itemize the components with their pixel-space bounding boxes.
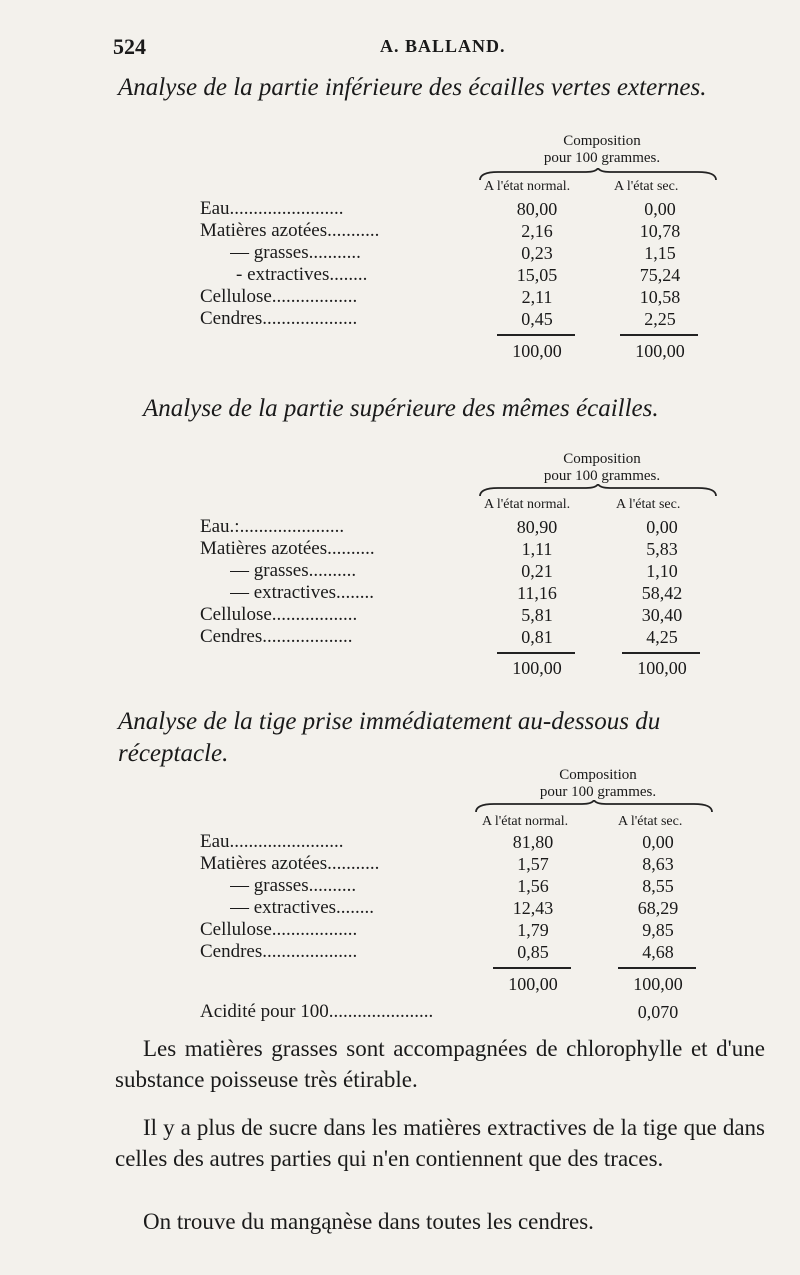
table-3-normal-value: 1,57 (517, 854, 549, 874)
composition-sublabel: pour 100 grammes. (543, 468, 661, 484)
table-3-col-normal: A l'état normal. (482, 814, 569, 829)
table-3-sec-value: 68,29 (637, 898, 679, 918)
table-3-normal-value: 1,56 (517, 876, 549, 896)
table-1-sec-value: 1,15 (644, 243, 676, 263)
composition-label: Composition (559, 767, 637, 783)
paragraph: On trouve du mangąnèse dans toutes les cendres. (143, 1209, 594, 1234)
table-3-normal-value: 0,85 (517, 942, 549, 962)
table-1-row-label: Matières azotées........... (200, 220, 380, 241)
table-2-total-rule (497, 652, 575, 654)
table-1-normal-value: 2,16 (521, 221, 553, 241)
table-1-composition-header (487, 133, 717, 167)
table-2-title: Analyse de la partie supérieure des mêmes écailles. (143, 395, 659, 422)
table-1-row-label: Cellulose.................. (200, 286, 358, 307)
table-3-total-rule (618, 967, 696, 969)
table-1-row-label: - extractives........ (236, 264, 368, 285)
table-1-row-label: Cendres.................... (200, 308, 358, 329)
table-3-sec-value: 8,63 (642, 854, 674, 874)
paragraph: Les matières grasses sont accompagnées de chlorophylle et d'une substance poisseuse très étirable. (115, 1036, 765, 1092)
table-2-row-label: — extractives........ (230, 582, 375, 603)
acidity-value: 0,070 (637, 1002, 679, 1022)
table-2-total-rule (622, 652, 700, 654)
table-2-sec-value: 5,83 (646, 539, 678, 559)
table-3-col-sec: A l'état sec. (618, 814, 683, 829)
table-2-normal-value: 1,11 (521, 539, 553, 559)
composition-label: Composition (563, 451, 641, 467)
table-2-row-label: — grasses.......... (230, 560, 357, 581)
table-2-sec-value: 4,25 (646, 627, 678, 647)
table-2-col-normal: A l'état normal. (484, 497, 571, 512)
table-1-row-label: — grasses........... (230, 242, 361, 263)
table-1-normal-value: 0,23 (521, 243, 553, 263)
table-3-sec-value: 0,00 (642, 832, 674, 852)
table-1-sec-value: 10,78 (639, 221, 681, 241)
table-1-normal-value: 15,05 (516, 265, 558, 285)
running-header-author: A. BALLAND. (380, 36, 506, 56)
table-1-row-label: Eau........................ (200, 198, 344, 219)
table-2-row-label: Eau.:...................... (200, 516, 345, 537)
table-2-col-sec: A l'état sec. (616, 497, 681, 512)
table-2-normal-value: 0,81 (521, 627, 553, 647)
paragraph: Il y a plus de sucre dans les matières extractives de la tige que dans celles des autres parties qui n'en contiennent que des traces. (115, 1115, 765, 1171)
table-2-sec-value: 1,10 (646, 561, 678, 581)
table-1-col-normal: A l'état normal. (484, 179, 571, 194)
table-3-total-normal: 100,00 (508, 974, 558, 994)
table-2-normal-value: 5,81 (521, 605, 553, 625)
table-3-normal-value: 81,80 (512, 832, 554, 852)
table-2-normal-value: 80,90 (516, 517, 558, 537)
table-2-row-label: Cellulose.................. (200, 604, 358, 625)
table-3-normal-value: 1,79 (517, 920, 549, 940)
table-1-total-normal: 100,00 (512, 341, 562, 361)
table-1-total-rule (497, 334, 575, 336)
table-3-total-sec: 100,00 (633, 974, 683, 994)
table-3-sec-value: 4,68 (642, 942, 674, 962)
table-2-composition-header (487, 451, 717, 485)
table-2-sec-value: 30,40 (641, 605, 683, 625)
table-1-title: Analyse de la partie inférieure des écailles vertes externes. (118, 74, 707, 101)
composition-sublabel: pour 100 grammes. (539, 784, 657, 800)
table-3-composition-header (483, 767, 713, 801)
table-2-normal-value: 0,21 (521, 561, 553, 581)
table-2-total-sec: 100,00 (637, 658, 687, 678)
page-number: 524 (113, 34, 146, 59)
table-3-brace (474, 800, 714, 814)
table-3-sec-value: 8,55 (642, 876, 674, 896)
table-1-col-sec: A l'état sec. (614, 179, 679, 194)
table-3-title: Analyse de la tige prise immédiatement au-dessous du réceptacle. (118, 708, 661, 767)
table-1-normal-value: 80,00 (516, 199, 558, 219)
table-3-sec-value: 9,85 (642, 920, 674, 940)
table-2-sec-value: 0,00 (646, 517, 678, 537)
table-2-sec-value: 58,42 (641, 583, 683, 603)
table-1-total-rule (620, 334, 698, 336)
table-3-row-label: — extractives........ (230, 897, 375, 918)
table-2-row-label: Matières azotées.......... (200, 538, 375, 559)
composition-label: Composition (563, 133, 641, 149)
table-3-row-label: Cendres.................... (200, 941, 358, 962)
table-3-row-label: — grasses.......... (230, 875, 357, 896)
table-3-row-label: Cellulose.................. (200, 919, 358, 940)
table-1-normal-value: 2,11 (521, 287, 553, 307)
table-1-normal-value: 0,45 (521, 309, 553, 329)
table-3-row-label: Matières azotées........... (200, 853, 380, 874)
composition-sublabel: pour 100 grammes. (543, 150, 661, 166)
table-2-normal-value: 11,16 (517, 583, 557, 603)
table-1-sec-value: 2,25 (644, 309, 676, 329)
table-3-total-rule (493, 967, 571, 969)
table-2-total-normal: 100,00 (512, 658, 562, 678)
table-1-total-sec: 100,00 (635, 341, 685, 361)
table-1-sec-value: 75,24 (639, 265, 681, 285)
table-3-normal-value: 12,43 (512, 898, 554, 918)
table-1-sec-value: 10,58 (639, 287, 681, 307)
table-2-brace (478, 484, 718, 498)
table-1-sec-value: 0,00 (644, 199, 676, 219)
table-3-row-label: Eau........................ (200, 831, 344, 852)
table-2-row-label: Cendres................... (200, 626, 353, 647)
acidity-label: Acidité pour 100...................... (200, 1001, 434, 1022)
